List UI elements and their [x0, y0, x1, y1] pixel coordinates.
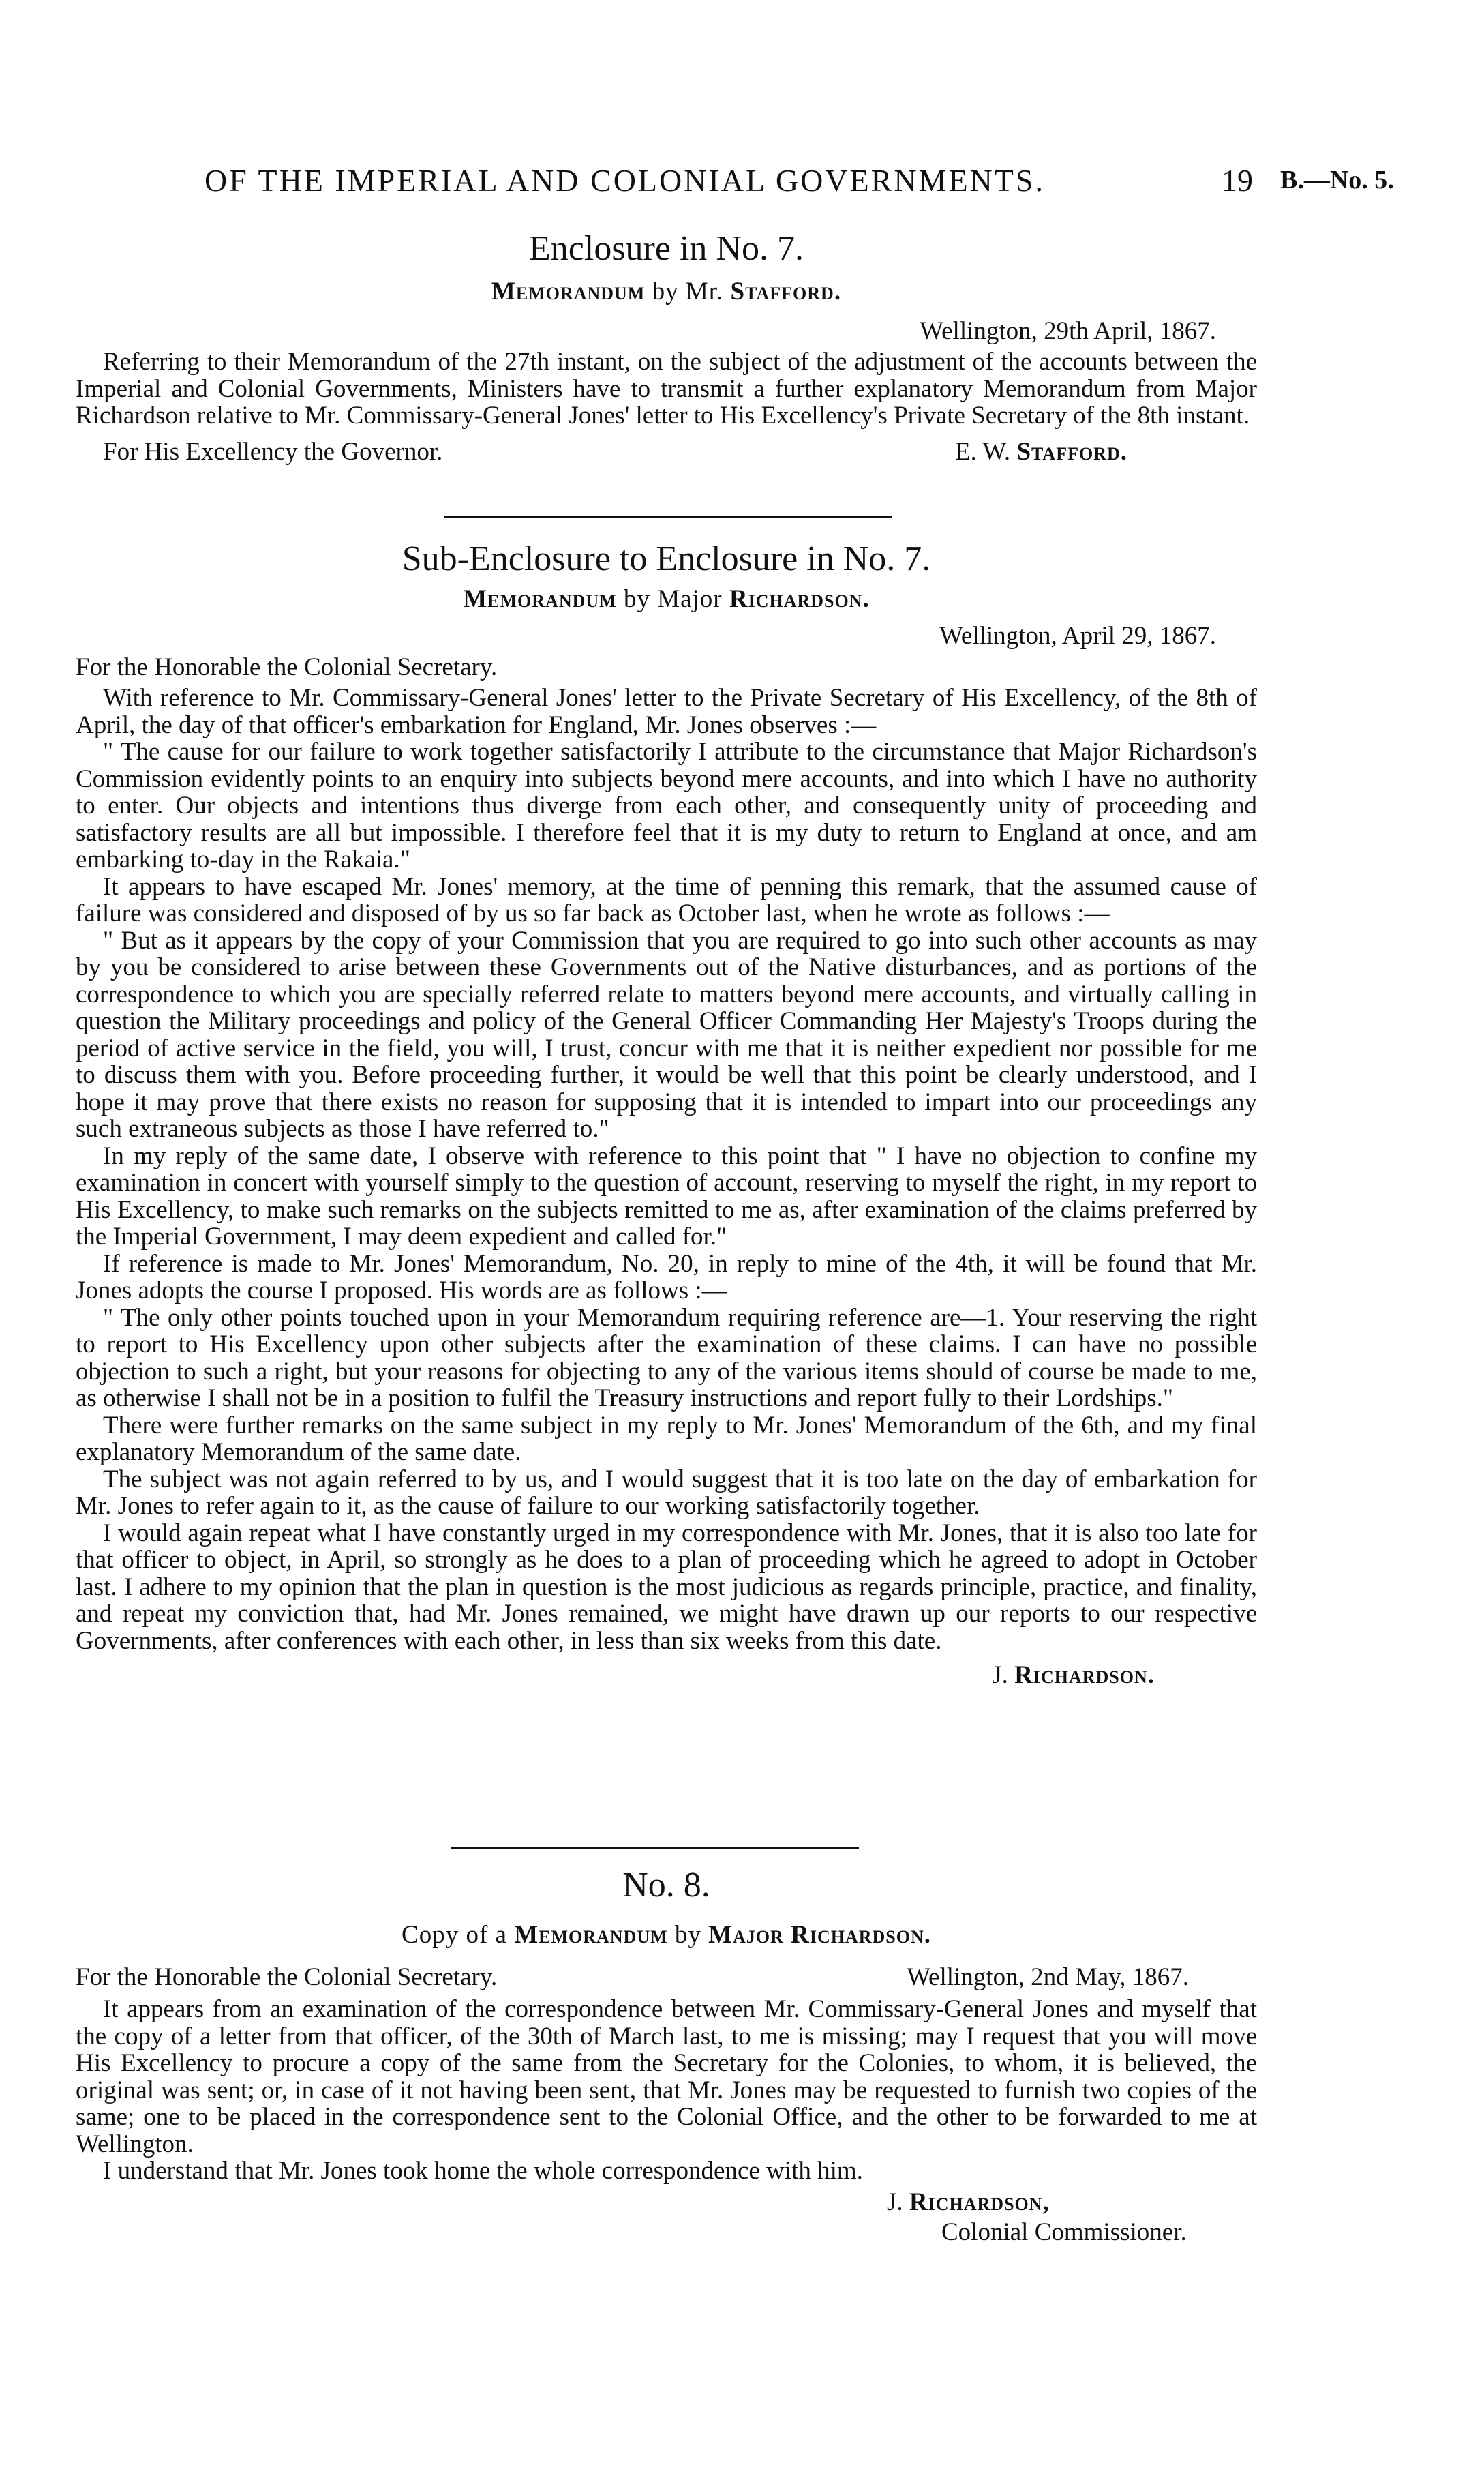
quoted-paragraph: " But as it appears by the copy of your Commission that you are required to go into such other accounts as may by you be considered to arise between these Governments out of the Native disturbances, and as portions of the correspondence to which you are specially referred relate to matters beyond mere accounts, and virtually calling in question the Military proceedings and policy of the General Officer Commanding Her Majesty's Troops during the period of active service in the field, you will, I trust, concur with me that it is neither expedient nor possible for me to discuss them with you. Before proceeding further, it would be well that this point be clearly understood, and I hope it may prove that there exists no reason for supposing that it is intended to impart into our proceedings any such extraneous subjects as those I have referred to." — [76, 926, 1257, 1143]
page-number: 19 — [1222, 163, 1253, 198]
no-8-addressee: For the Honorable the Colonial Secretary. — [76, 1963, 498, 1991]
paragraph: With reference to Mr. Commissary-General Jones' letter to the Private Secretary of His Excellency, of the 8th of April, the day of that officer's embarkation for England, Mr. Jones observes :— — [76, 684, 1257, 739]
quoted-paragraph: " The cause for our failure to work together satisfactorily I attribute to the circumstance that Major Richardson's Commission evidently points to an enquiry into subjects beyond mere accounts, and into which I have no authority to enter. Our objects and intentions thus diverge from each other, and consequently unity of proceeding and satisfactory results are all but impossible. I therefore feel that it is my duty to return to England at once, and am embarking to-day in the Rakaia." — [76, 738, 1257, 874]
signature-name: Richardson. — [1014, 1661, 1155, 1689]
closing-addressee: For His Excellency the Governor. — [103, 437, 443, 466]
no-8-dateline: Wellington, 2nd May, 1867. — [907, 1963, 1189, 1991]
sub-enclosure-body — [76, 685, 1257, 1654]
memo-word: Memorandum — [463, 585, 617, 613]
signature-initial: J. — [887, 2188, 903, 2216]
page-header — [205, 162, 1443, 203]
enclosure-7-heading: Enclosure in No. 7. — [529, 229, 804, 268]
sub-enclosure-7-section — [76, 539, 1257, 1692]
paragraph: In my reply of the same date, I observe with reference to this point that " I have no objection to confine my examination in concert with yourself simply to the question of account, reserving to myself the right, in my report to His Excellency, to make such remarks on the subjects remitted to me as, after examination of the claims preferred by the Imperial Government, I may deem expedient and called for." — [76, 1141, 1257, 1251]
no-8-memo-line — [76, 1918, 1257, 1952]
signature-name: Richardson, — [909, 2188, 1050, 2216]
section-divider — [451, 1847, 859, 1849]
memo-author: Major Richardson. — [708, 1921, 931, 1949]
memo-word: Memorandum — [491, 278, 646, 305]
sub-enclosure-heading: Sub-Enclosure to Enclosure in No. 7. — [402, 539, 931, 578]
sub-enclosure-memo-line — [76, 582, 1257, 616]
enclosure-7-section — [76, 228, 1257, 469]
enclosure-7-dateline: Wellington, 29th April, 1867. — [920, 317, 1216, 345]
memo-by: by Mr. — [652, 278, 724, 305]
running-title: OF THE IMPERIAL AND COLONIAL GOVERNMENTS. — [205, 163, 1045, 198]
enclosure-7-closing — [76, 435, 1257, 469]
no-8-signature — [76, 2188, 1257, 2248]
enclosure-7-memo-line — [76, 275, 1257, 309]
memo-by: by Major — [623, 585, 723, 613]
section-divider — [444, 516, 892, 518]
paragraph: I understand that Mr. Jones took home the whole correspondence with him. — [103, 2157, 863, 2185]
signature-name: Stafford. — [1016, 437, 1127, 466]
memo-word: Memorandum — [514, 1921, 668, 1949]
no-8-section — [76, 1865, 1257, 2248]
sub-enclosure-dateline: Wellington, April 29, 1867. — [939, 622, 1216, 650]
signature-initial: J. — [992, 1661, 1008, 1689]
paragraph: There were further remarks on the same subject in my reply to Mr. Jones' Memorandum of the 6th, and my final explanatory Memorandum of the same date. — [76, 1411, 1257, 1466]
sub-enclosure-addressee: For the Honorable the Colonial Secretary. — [76, 653, 498, 681]
paragraph: It appears to have escaped Mr. Jones' memory, at the time of penning this remark, that the assumed cause of failure was considered and disposed of by us so far back as October last, when he wrote as follows :— — [76, 872, 1257, 927]
copy-of: Copy of a — [402, 1921, 507, 1949]
page-reference: B.—No. 5. — [1280, 166, 1394, 194]
paragraph: The subject was not again referred to by us, and I would suggest that it is too late on the day of embarkation for Mr. Jones to refer again to it, as the cause of failure to our working satisfactorily together. — [76, 1465, 1257, 1520]
quoted-paragraph: " The only other points touched upon in your Memorandum requiring reference are—1. Your reserving the right to report to His Excellency upon other subjects after the examination of these claims. I can have no possible objection to such a right, but your reasons for objecting to any of the various items should of course be made to me, as otherwise I shall not be in a position to fulfil the Treasury instructions and report fully to their Lordships." — [76, 1303, 1257, 1412]
memo-by: by — [674, 1921, 701, 1949]
memo-author: Richardson. — [729, 585, 870, 613]
paragraph: I would again repeat what I have constantly urged in my correspondence with Mr. Jones, that it is also too late for that officer to object, in April, so strongly as he does to a plan of proceeding which he agreed to adopt in October last. I adhere to my opinion that the plan in question is the most judicious as regards principle, practice, and finality, and repeat my conviction that, had Mr. Jones remained, we might have drawn up our reports to our respective Governments, after conferences with each other, in less than six weeks from this date. — [76, 1519, 1257, 1655]
paragraph: If reference is made to Mr. Jones' Memorandum, No. 20, in reply to mine of the 4th, it will be found that Mr. Jones adopts the course I proposed. His words are as follows :— — [76, 1249, 1257, 1304]
paragraph: It appears from an examination of the correspondence between Mr. Commissary-General Jones and myself that the copy of a letter from that officer, of the 30th of March last, to me is missing; may I request that you will move His Excellency to procure a copy of the same from the Secretary for the Colonies, to whom, it is believed, the original was sent; or, in case of it not having been sent, that Mr. Jones may be requested to furnish two copies of the same; one to be placed in the correspondence sent to the Colonial Office, and the other to be forwarded to me at Wellington. — [76, 1995, 1257, 2158]
enclosure-7-signature — [955, 435, 1127, 469]
no-8-body — [76, 1996, 1257, 2185]
signature-line — [887, 2188, 1257, 2218]
memo-author: Stafford. — [730, 278, 842, 305]
signature-title: Colonial Commissioner. — [941, 2218, 1187, 2246]
enclosure-7-body: Referring to their Memorandum of the 27th instant, on the subject of the adjustment of the accounts between the Imperial and Colonial Governments, Ministers have to transmit a further explanatory Memorandum from Major Richardson relative to Mr. Commissary-General Jones' letter to His Excellency's Private Secretary of the 8th instant. — [76, 348, 1257, 430]
no-8-heading: No. 8. — [622, 1866, 710, 1905]
signature-initials: E. W. — [954, 437, 1011, 466]
sub-enclosure-signature — [76, 1658, 1257, 1692]
no-8-address-row — [76, 1960, 1257, 1995]
